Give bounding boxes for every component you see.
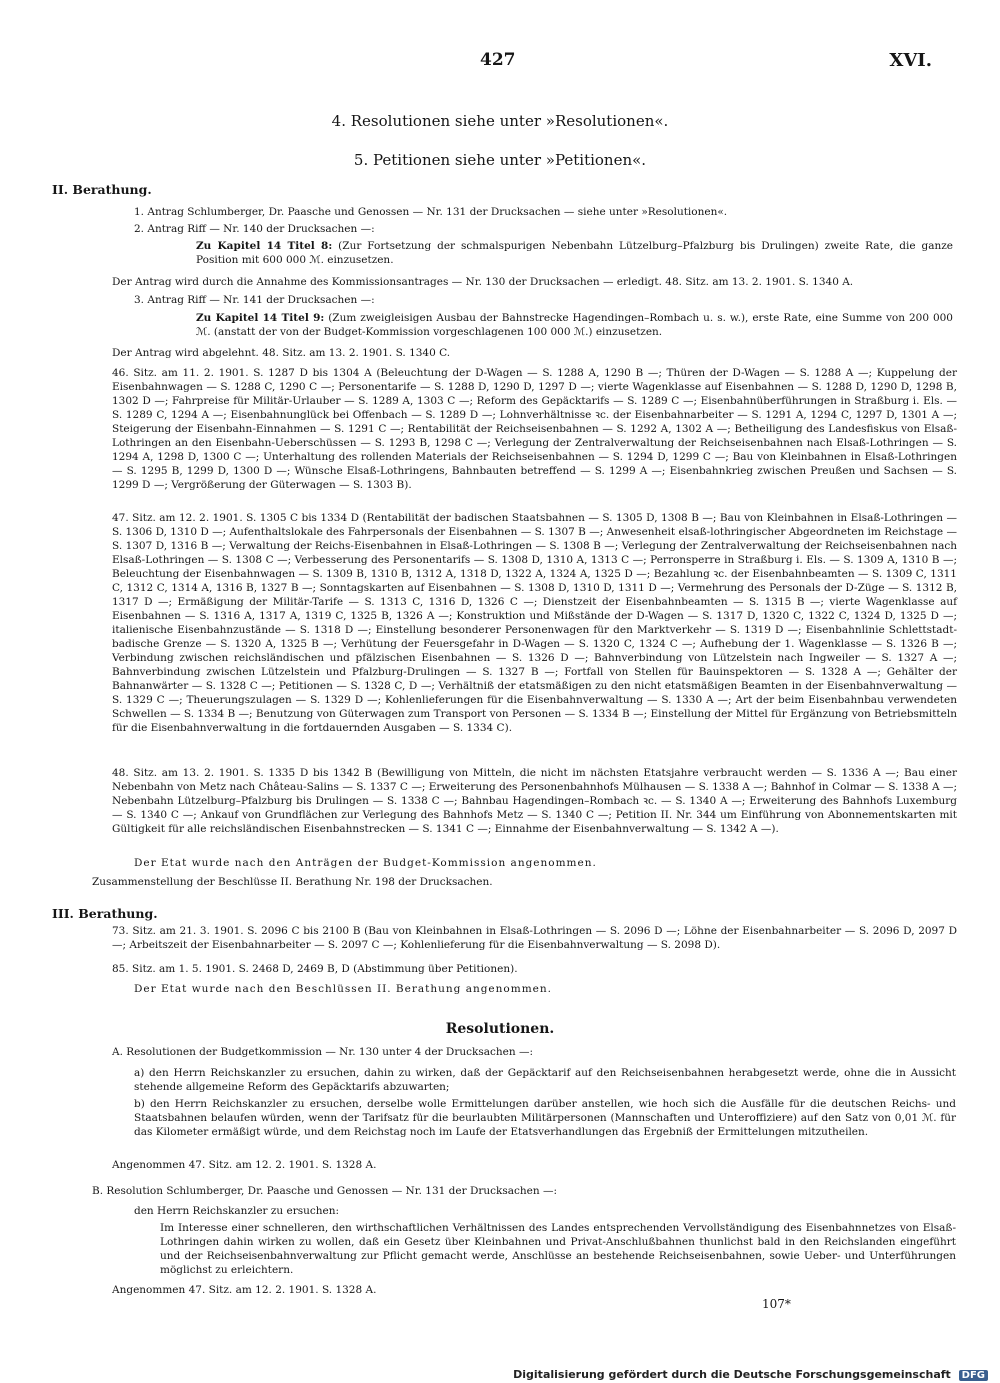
antrag-2-text [196,239,953,267]
resolution-a: A. Resolutionen der Budgetkommission — Nr. 130 unter 4 der Drucksachen —: [112,1046,533,1058]
antrag-3-body: (Zum zweigleisigen Ausbau der Bahnstrecke Hagendingen–Rombach u. s. w.), erste Rate, eine Summe von 200 000 ℳ. (anstatt der von der Budget-Kommission vorgeschlagenen 100 000 ℳ.) einzusetzen. [196,312,953,338]
antrag-1: 1. Antrag Schlumberger, Dr. Paasche und Genossen — Nr. 131 der Drucksachen — siehe unter »Resolutionen«. [134,206,728,218]
resolution-b-intro: den Herrn Reichskanzler zu ersuchen: [134,1205,340,1217]
sitzung-46: 46. Sitz. am 11. 2. 1901. S. 1287 D bis 1304 A (Beleuchtung der D-Wagen — S. 1288 A, 1290 B —; Thüren der D-Wagen — S. 1288 A —; Kuppelung der Eisenbahnwagen — S. 1288 C, 1290 C —; Personentarife — S. 1288 D, 1290 D, 1297 D —; vierte Wagenklasse auf Eisenbahnen — S. 1288 D, 1290 D, 1298 B, 1302 D —; Fahrpreise für Militär-Urlauber — S. 1289 A, 1303 C —; Reform des Gepäcktarifs — S. 1289 C —; Eisenbahnüberführungen in Straßburg i. Els. — S. 1289 C, 1294 A —; Eisenbahnunglück bei Offenbach — S. 1289 D —; Lohnverhältnisse ꝛc. der Eisenbahnarbeiter — S. 1291 A, 1294 C, 1297 D, 1301 A —; Steigerung der Eisenbahn-Einnahmen — S. 1291 C —; Rentabilität der Reichseisenbahnen — S. 1292 A, 1302 A —; Betheiligung des Landesfiskus von Elsaß-Lothringen an den Eisenbahn-Ueberschüssen — S. 1293 B, 1298 C —; Verlegung der Zentralverwaltung der Reichseisenbahnen nach Elsaß-Lothringen — S. 1294 A, 1298 D, 1300 C —; Unterhaltung des rollenden Materials der Reichseisenbahnen — S. 1294 D, 1299 C —; Bau von Kleinbahnen in Elsaß-Lothringen — S. 1295 B, 1299 D, 1300 D —; Wünsche Elsaß-Lothringens, Bahnbauten betreffend — S. 1299 A —; Eisenbahnkrieg zwischen Preußen und Sachsen — S. 1299 D —; Vergrößerung der Güterwagen — S. 1303 B). [112,367,957,491]
heading-dritte-berathung: III. Berathung. [52,906,158,921]
signature-mark: 107* [762,1297,791,1311]
resolution-a-angenommen: Angenommen 47. Sitz. am 12. 2. 1901. S. 1328 A. [112,1159,377,1171]
section-number: XVI. [889,50,932,71]
resolution-a-b: b) den Herrn Reichskanzler zu ersuchen, derselbe wolle Ermittelungen darüber anstellen, wie hoch sich die Ausfälle für die deutschen Reichs- und Staatsbahnen belaufen würden, wenn der Tarifsatz für die beurlaubten Militärpersonen (Mannschaften und Unteroffiziere) auf den Satz von 0,01 ℳ. für das Kilometer ermäßigt würde, und dem Reichstag noch im Laufe der Etatsverhandlungen das Ergebniß der Ermittelungen mitzutheilen. [134,1098,956,1138]
heading-petitionen-ref: 5. Petitionen siehe unter »Petitionen«. [353,151,647,169]
page-number: 427 [480,50,516,70]
sitzung-85: 85. Sitz. am 1. 5. 1901. S. 2468 D, 2469 B, D (Abstimmung über Petitionen). [112,963,518,975]
resolution-b-angenommen: Angenommen 47. Sitz. am 12. 2. 1901. S. 1328 A. [112,1284,377,1296]
zusammenstellung: Zusammenstellung der Beschlüsse II. Berathung Nr. 198 der Drucksachen. [92,876,493,888]
resolution-b-text: Im Interesse einer schnelleren, den wirthschaftlichen Verhältnissen des Landes entsprechenden Vervollständigung des Eisenbahnnetzes von Elsaß-Lothringen dahin wirken zu wollen, daß ein Gesetz über Kleinbahnen und Privat-Anschlußbahnen thunlichst bald in den Reichslanden eingeführt und der Reichseisenbahnverwaltung zur Pflicht gemacht werde, Anschlüsse an bestehende Reichseisenbahnen, sowie Ueber- und Unterführungen möglichst zu erleichtern. [160,1222,956,1276]
resolution-b: B. Resolution Schlumberger, Dr. Paasche und Genossen — Nr. 131 der Drucksachen —: [92,1185,558,1197]
antrag-3-result: Der Antrag wird abgelehnt. 48. Sitz. am 13. 2. 1901. S. 1340 C. [112,347,451,359]
sitzung-47: 47. Sitz. am 12. 2. 1901. S. 1305 C bis 1334 D (Rentabilität der badischen Staatsbahnen — S. 1305 D, 1308 B —; Bau von Kleinbahnen in Elsaß-Lothringen — S. 1306 D, 1310 D —; Aufenthaltslokale des Fahrpersonals der Eisenbahnen — S. 1307 B —; Anwesenheit elsaß-lothringischer Abgeordneten im Reichstage — S. 1307 D, 1316 B —; Verwaltung der Reichs-Eisenbahnen in Elsaß-Lothringen — S. 1308 B —; Verlegung der Zentralverwaltung der Reichseisenbahnen nach Elsaß-Lothringen — S. 1308 C —; Verbesserung des Personentarifs — S. 1308 D, 1310 A, 1313 C —; Perronsperre in Straßburg i. Els. — S. 1309 A, 1310 B —; Beleuchtung der Eisenbahnwagen — S. 1309 B, 1310 B, 1312 A, 1318 D, 1322 A, 1324 A, 1325 D —; Bezahlung ꝛc. der Eisenbahnbeamten — S. 1309 C, 1311 C, 1312 C, 1314 A, 1316 B, 1327 B —; Sonntagskarten auf Eisenbahnen — S. 1308 D, 1310 D, 1311 D —; Vermehrung des Personals der D-Züge — S. 1312 B, 1317 D —; Ermäßigung der Militär-Tarife — S. 1313 C, 1316 D, 1326 C —; Dienstzeit der Eisenbahnbeamten — S. 1315 B —; vierte Wagenklasse auf Eisenbahnen — S. 1316 A, 1317 A, 1319 C, 1325 B, 1326 A —; Konstruktion und Mißstände der D-Wagen — S. 1317 D, 1320 C, 1322 C, 1324 D, 1325 D —; italienische Eisenbahnzustände — S. 1318 D —; Einstellung besonderer Personenwagen für den Marktverkehr — S. 1319 D —; Eisenbahnlinie Schlettstadt-badische Grenze — S. 1320 A, 1325 B —; Verhütung der Feuersgefahr in D-Wagen — S. 1320 C, 1324 C —; Aufhebung der 1. Wagenklasse — S. 1326 B —; Verbindung zwischen reichsländischen und pfälzischen Eisenbahnen — S. 1326 D —; Bahnverbindung von Lützelstein nach Ingweiler — S. 1327 A —; Bahnverbindung zwischen Lützelstein und Pfalzburg-Drulingen — S. 1327 B —; Fortfall von Stellen für Bauinspektoren — S. 1328 A —; Gehälter der Bahnanwärter — S. 1328 C —; Petitionen — S. 1328 C, D —; Verhältniß der etatsmäßigen zu den nicht etatsmäßigen Beamten in der Eisenbahnverwaltung — S. 1329 C —; Theuerungszulagen — S. 1329 D —; Kohlenlieferungen für die Eisenbahnverwaltung — S. 1330 A —; Art der beim Eisenbahnbau verwendeten Schwellen — S. 1334 B —; Benutzung von Güterwagen zum Transport von Personen — S. 1334 B —; Einstellung der Mittel für Ergänzung von Betriebsmitteln für die Eisenbahnverwaltung in die fortdauernden Ausgaben — S. 1334 C). [112,512,957,734]
resolution-a-a: a) den Herrn Reichskanzler zu ersuchen, dahin zu wirken, daß der Gepäcktarif auf den Reichseisenbahnen herabgesetzt werde, ohne die in Aussicht stehende allgemeine Reform des Gepäcktarifs abzuwarten; [134,1067,956,1093]
page-header [0,50,1000,72]
antrag-2-body: (Zur Fortsetzung der schmalspurigen Nebenbahn Lützelburg–Pfalzburg bis Drulingen) zweite Rate, die ganze Position mit 600 000 ℳ. einzusetzen. [196,240,953,266]
antrag-3-kapitel: Zu Kapitel 14 Titel 9: [196,312,325,324]
antrag-2: 2. Antrag Riff — Nr. 140 der Drucksachen —: [134,223,375,235]
etat-iii-result: Der Etat wurde nach den Beschlüssen II. Berathung angenommen. [134,983,552,995]
sitzung-73: 73. Sitz. am 21. 3. 1901. S. 2096 C bis 2100 B (Bau von Kleinbahnen in Elsaß-Lothringen — S. 2096 D —; Löhne der Eisenbahnarbeiter — S. 2096 D, 2097 D —; Arbeitszeit der Eisenbahnarbeiter — S. 2097 C —; Kohlenlieferung für die Eisenbahnverwaltung — S. 2098 D). [112,925,957,951]
dfg-logo: DFG [959,1370,988,1381]
antrag-3-text [196,311,953,339]
antrag-2-result: Der Antrag wird durch die Annahme des Kommissionsantrages — Nr. 130 der Drucksachen — erledigt. 48. Sitz. am 13. 2. 1901. S. 1340 A. [112,276,854,288]
sitzung-48: 48. Sitz. am 13. 2. 1901. S. 1335 D bis 1342 B (Bewilligung von Mitteln, die nicht im nächsten Etatsjahre verbraucht werden — S. 1336 A —; Bau einer Nebenbahn von Metz nach Château-Salins — S. 1337 C —; Erweiterung des Personenbahnhofs Mülhausen — S. 1338 A —; Bahnhof in Colmar — S. 1338 A —; Nebenbahn Lützelburg–Pfalzburg bis Drulingen — S. 1338 C —; Bahnbau Hagendingen–Rombach ꝛc. — S. 1340 A —; Erweiterung des Bahnhofs Luxemburg — S. 1340 C —; Ankauf von Grundflächen zur Verlegung des Bahnhofs Metz — S. 1340 C —; Petition II. Nr. 344 um Einführung von Abonnementskarten mit Gültigkeit für alle reichsländischen Eisenbahnstrecken — S. 1341 C —; Einnahme der Eisenbahnverwaltung — S. 1342 A —). [112,767,957,835]
footer [513,1368,988,1381]
etat-ii-result: Der Etat wurde nach den Anträgen der Budget-Kommission angenommen. [134,857,597,869]
antrag-3: 3. Antrag Riff — Nr. 141 der Drucksachen —: [134,294,375,306]
heading-resolutionen-ref: 4. Resolutionen siehe unter »Resolutionen«. [331,112,669,130]
footer-text: Digitalisierung gefördert durch die Deutsche Forschungsgemeinschaft [513,1368,951,1381]
antrag-2-kapitel: Zu Kapitel 14 Titel 8: [196,240,333,252]
heading-resolutionen: Resolutionen. [445,1021,555,1037]
heading-zweite-berathung: II. Berathung. [52,182,152,197]
